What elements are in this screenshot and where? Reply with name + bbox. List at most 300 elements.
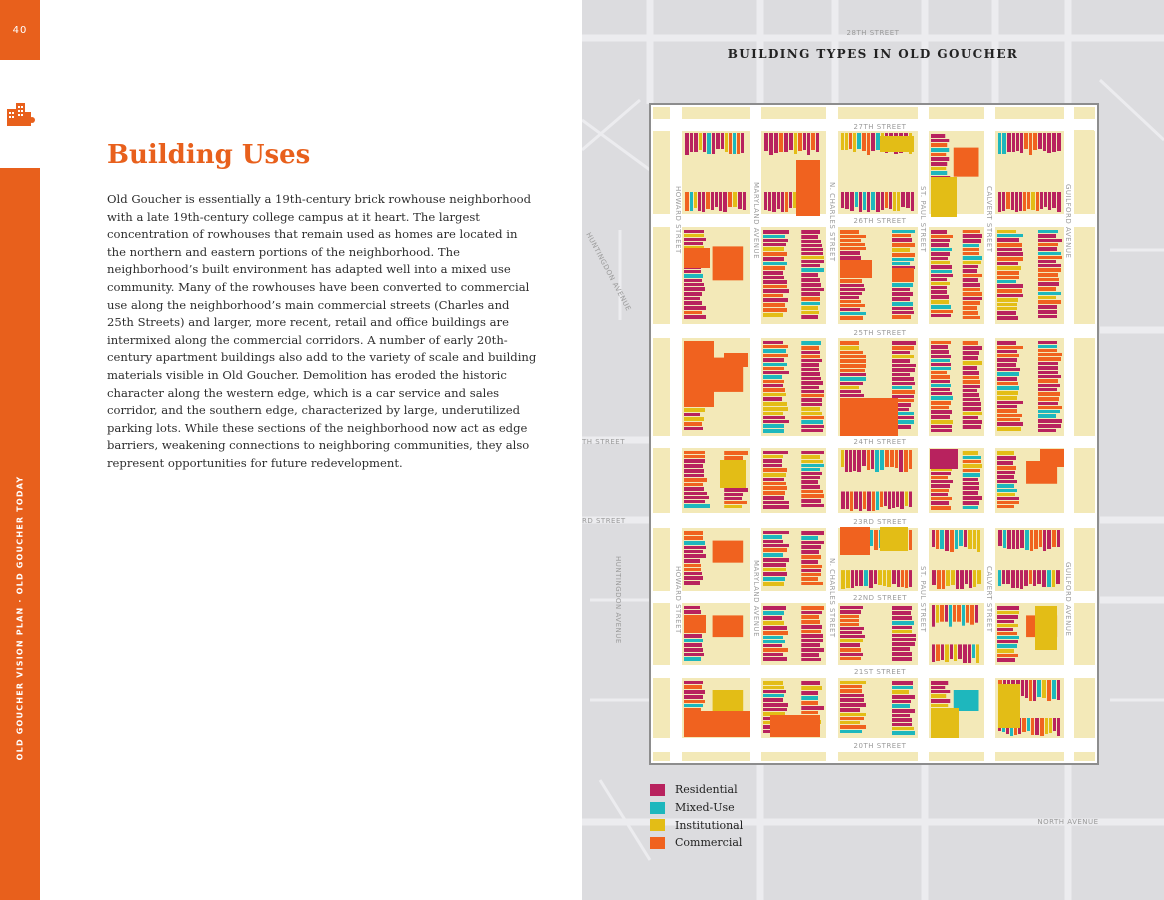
building [1042, 570, 1046, 587]
building [763, 257, 784, 261]
city-block [682, 752, 750, 761]
building [801, 686, 822, 690]
building [840, 304, 865, 307]
building [1040, 449, 1064, 467]
street-label-howard-2: HOWARD STREET [674, 566, 682, 634]
building [763, 468, 787, 472]
building [764, 133, 768, 151]
building [743, 192, 746, 210]
building [840, 260, 872, 278]
building [841, 133, 844, 150]
building [963, 261, 981, 264]
building [970, 605, 974, 625]
building [1029, 680, 1032, 701]
building [863, 192, 866, 210]
building [963, 389, 977, 392]
building [892, 359, 910, 363]
building [997, 368, 1020, 371]
building [892, 248, 910, 252]
building [931, 286, 947, 289]
building [892, 634, 916, 637]
building [763, 636, 783, 639]
building [840, 239, 861, 242]
building [801, 550, 819, 554]
building [801, 359, 822, 362]
building [964, 530, 967, 547]
building [764, 192, 767, 210]
building [719, 192, 722, 211]
building [763, 553, 783, 557]
building [931, 497, 952, 500]
building [840, 390, 861, 393]
building [840, 292, 862, 295]
street-label-25th: 25TH STREET [853, 329, 907, 337]
building [684, 546, 706, 549]
building [900, 492, 904, 510]
building [685, 133, 689, 155]
building [997, 234, 1023, 237]
building [801, 420, 823, 424]
legend-item-residential [650, 781, 743, 799]
building [906, 192, 910, 208]
building [1040, 192, 1043, 209]
building [684, 306, 706, 310]
building [963, 341, 978, 345]
building [763, 276, 784, 279]
building [1057, 192, 1061, 212]
building [997, 658, 1015, 662]
building [997, 422, 1023, 426]
street-label-stpaul-1: ST. PAUL STREET [919, 186, 927, 253]
building [1047, 530, 1051, 549]
building [965, 570, 968, 584]
building [997, 382, 1018, 385]
building [1038, 375, 1061, 378]
building [798, 133, 802, 151]
building [801, 455, 820, 459]
building [997, 644, 1017, 648]
building [893, 192, 896, 211]
building [684, 483, 703, 486]
street-label-howard-1: HOWARD STREET [674, 186, 682, 254]
building [763, 653, 783, 656]
building [997, 414, 1022, 417]
building [763, 393, 786, 396]
building [997, 654, 1018, 657]
building [931, 690, 950, 693]
building [862, 450, 866, 466]
building [801, 346, 819, 350]
building [801, 630, 821, 633]
building [963, 292, 982, 296]
building [874, 530, 878, 550]
building [945, 644, 949, 662]
city-block [929, 752, 984, 761]
building [763, 294, 783, 297]
building [931, 139, 949, 142]
building [997, 497, 1019, 500]
building [840, 359, 866, 363]
building [840, 351, 863, 354]
building [862, 133, 866, 151]
building [763, 455, 783, 458]
building [801, 615, 819, 619]
building [741, 133, 744, 153]
street-label-26th: 26TH STREET [853, 217, 907, 225]
building [1057, 680, 1060, 700]
building [840, 256, 861, 260]
building [901, 570, 904, 587]
building [963, 486, 979, 490]
building [936, 605, 939, 623]
building [801, 363, 819, 367]
building [1036, 192, 1039, 211]
building [840, 288, 865, 291]
building [887, 570, 891, 587]
building [963, 366, 977, 370]
building [763, 388, 785, 392]
building [998, 133, 1001, 154]
building [801, 302, 820, 305]
building [763, 289, 789, 293]
building [763, 235, 785, 238]
building [702, 192, 705, 212]
building [997, 611, 1019, 614]
building [932, 644, 935, 662]
city-block [995, 107, 1064, 119]
building [997, 620, 1014, 623]
building [1006, 570, 1010, 584]
building [963, 473, 980, 477]
building [1025, 680, 1028, 698]
building [801, 560, 818, 564]
building [1038, 353, 1062, 356]
building [954, 148, 979, 177]
building [801, 541, 824, 544]
street-label-22nd: 22ND STREET [853, 594, 907, 602]
building [684, 270, 701, 273]
building [1016, 530, 1019, 549]
building [684, 496, 709, 499]
building [1033, 133, 1037, 150]
building [684, 581, 700, 585]
building [931, 278, 947, 281]
building [997, 386, 1019, 390]
building [801, 711, 818, 714]
building [801, 577, 818, 581]
building [684, 500, 705, 503]
building [931, 367, 951, 370]
building [892, 681, 913, 685]
building [849, 450, 852, 472]
building [892, 302, 913, 306]
city-block [1074, 678, 1095, 738]
building [801, 252, 823, 255]
building [1038, 247, 1057, 251]
building [892, 377, 914, 381]
building [801, 278, 820, 282]
building [968, 644, 971, 663]
street-label-huntingdon-1: HUNTINGDON AVENUE [584, 231, 633, 313]
building [763, 621, 784, 625]
building [963, 278, 978, 282]
building [724, 451, 748, 455]
building [684, 685, 702, 689]
building [840, 648, 861, 652]
building [801, 653, 819, 657]
building [1038, 419, 1062, 423]
building [876, 492, 879, 511]
building [892, 307, 913, 310]
building [1002, 192, 1005, 211]
building [963, 469, 980, 472]
building [892, 238, 912, 242]
building [892, 492, 895, 509]
building [909, 492, 912, 508]
street-label-27th: 27TH STREET [853, 123, 907, 131]
building [998, 192, 1001, 212]
building [801, 485, 820, 489]
building [1038, 230, 1058, 233]
city-block [653, 603, 670, 665]
building [931, 167, 946, 170]
building [801, 416, 824, 419]
legend-label: Mixed-Use [675, 801, 735, 815]
building [1034, 530, 1038, 549]
building [931, 310, 953, 313]
building [801, 555, 821, 559]
building [768, 192, 771, 211]
building [931, 501, 949, 505]
street-label-28th: 28TH STREET [846, 29, 900, 37]
building [892, 731, 915, 735]
building [892, 234, 911, 237]
building [931, 305, 951, 309]
building [931, 480, 953, 483]
legend-label: Commercial [675, 836, 743, 850]
building [911, 192, 914, 211]
building [801, 386, 819, 389]
building [892, 606, 912, 610]
building [872, 492, 875, 512]
building [869, 570, 873, 588]
building [684, 469, 704, 473]
building [941, 644, 944, 660]
building [892, 346, 914, 350]
building [845, 192, 849, 209]
building [763, 402, 787, 406]
building [1038, 388, 1057, 391]
building [997, 377, 1017, 381]
building [801, 311, 819, 314]
building [1027, 192, 1030, 209]
building [854, 492, 858, 510]
building [953, 605, 956, 622]
city-block [838, 107, 918, 119]
building [963, 478, 978, 481]
building [857, 133, 861, 149]
building [1025, 530, 1029, 550]
building [1043, 133, 1046, 151]
street-label-23rd-outer: RD STREET [582, 517, 626, 525]
building [723, 192, 727, 212]
building [963, 376, 979, 379]
building [801, 643, 820, 647]
building [963, 316, 980, 319]
building [997, 307, 1017, 310]
building [763, 424, 784, 428]
building [777, 192, 780, 209]
building [1016, 570, 1019, 588]
building [931, 282, 950, 285]
building [801, 256, 824, 259]
building [840, 689, 862, 693]
building [840, 377, 866, 381]
legend-swatch-residential [650, 784, 665, 796]
building [892, 243, 915, 247]
building [724, 505, 742, 508]
building [684, 568, 701, 571]
building [892, 642, 915, 646]
city-block [1074, 528, 1095, 591]
building [801, 230, 820, 234]
building [684, 408, 705, 412]
building [1052, 133, 1056, 152]
building [931, 401, 951, 405]
building [801, 264, 820, 267]
building [880, 527, 908, 551]
building [1020, 133, 1023, 153]
building [684, 459, 705, 463]
building [801, 536, 818, 540]
building [885, 450, 889, 467]
building [1052, 192, 1056, 208]
building [801, 425, 824, 428]
building [997, 346, 1023, 349]
building [892, 351, 910, 354]
building [976, 644, 979, 663]
building [936, 644, 940, 661]
building [963, 416, 978, 419]
building [881, 192, 884, 210]
building [946, 570, 950, 586]
building [892, 695, 915, 699]
building [901, 192, 905, 207]
legend-swatch-mixed-use [650, 802, 665, 814]
building [963, 244, 979, 247]
building [931, 686, 945, 689]
building [963, 283, 980, 287]
building [840, 703, 866, 707]
building [888, 492, 891, 510]
building [892, 647, 910, 651]
building [931, 493, 948, 496]
building [840, 300, 861, 303]
building [867, 450, 870, 470]
building [963, 398, 980, 401]
building [684, 690, 705, 694]
building [1002, 570, 1005, 584]
building [997, 471, 1015, 474]
building [801, 573, 821, 576]
building [801, 634, 823, 638]
building [694, 133, 698, 152]
legend-swatch-commercial [650, 837, 665, 849]
building [1038, 305, 1057, 309]
building [931, 388, 950, 391]
building [963, 460, 981, 463]
city-block [761, 107, 826, 119]
building [957, 605, 961, 622]
building [931, 415, 950, 419]
building [763, 266, 785, 270]
building [684, 417, 704, 421]
building [769, 133, 773, 155]
building [896, 492, 899, 508]
building [997, 284, 1023, 288]
building [997, 316, 1018, 320]
building [785, 192, 788, 212]
building [931, 162, 947, 166]
building [724, 501, 747, 504]
building [801, 297, 820, 301]
building [1019, 192, 1022, 211]
building [997, 489, 1017, 492]
building [684, 708, 701, 711]
building [1038, 252, 1061, 255]
building [684, 681, 703, 684]
street-label-north: NORTH AVENUE [1037, 818, 1099, 826]
building [684, 279, 702, 282]
building [728, 192, 732, 207]
building [840, 312, 866, 315]
building [931, 355, 951, 358]
building [997, 238, 1019, 242]
building [940, 605, 944, 622]
building [931, 429, 952, 432]
building [958, 644, 962, 659]
building [763, 648, 788, 652]
building [684, 657, 701, 661]
building [892, 718, 912, 722]
building [763, 303, 785, 307]
building [931, 345, 948, 349]
building [763, 611, 784, 615]
building [685, 192, 689, 211]
building [997, 480, 1017, 483]
building [1038, 287, 1056, 291]
building [963, 269, 977, 273]
building [892, 704, 910, 708]
building [763, 501, 789, 504]
building [801, 355, 820, 358]
building [1012, 530, 1015, 549]
building [963, 230, 980, 233]
building [963, 451, 978, 455]
city-block [653, 752, 670, 761]
building [763, 345, 788, 348]
building [931, 420, 953, 424]
building [963, 248, 979, 251]
building [899, 450, 903, 472]
building [763, 363, 787, 366]
building [763, 582, 784, 586]
building [763, 698, 783, 702]
building [763, 354, 788, 357]
building [840, 527, 870, 555]
building [977, 570, 981, 584]
building [840, 615, 859, 618]
